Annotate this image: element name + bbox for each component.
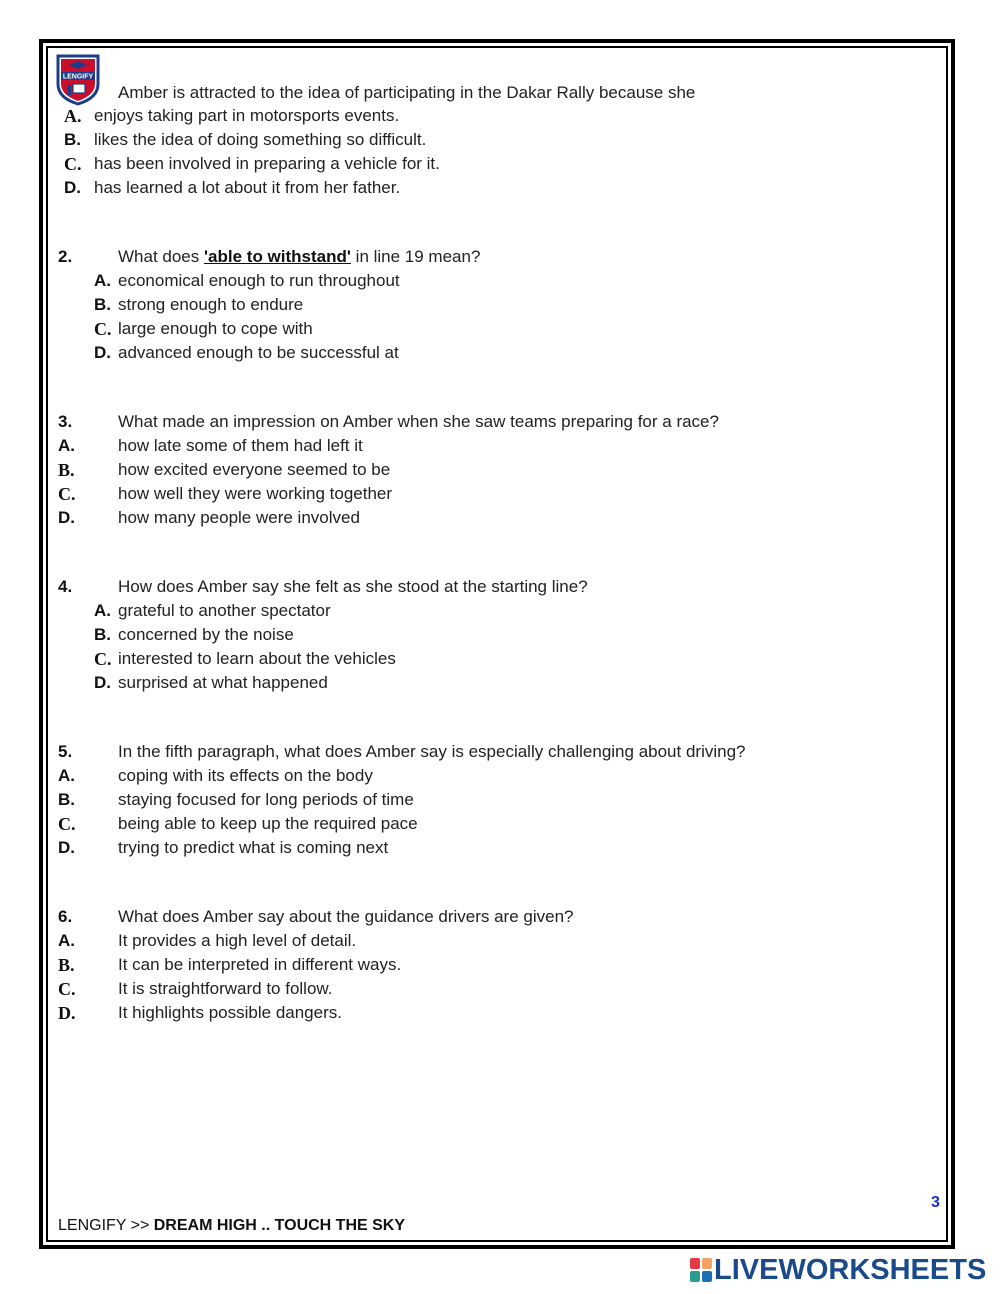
question-5-option-c[interactable]: being able to keep up the required pace (118, 814, 418, 833)
question-3-number: 3. (58, 412, 73, 431)
question-6-option-b-letter: B. (58, 955, 75, 975)
question-6-stem: What does Amber say about the guidance drivers are given? (118, 907, 574, 926)
question-4-number: 4. (58, 577, 73, 596)
question-5-option-d-letter: D. (58, 838, 75, 857)
question-6-option-a-letter: A. (58, 931, 75, 950)
question-6-option-d[interactable]: It highlights possible dangers. (118, 1003, 342, 1022)
question-2-option-c-letter: C. (94, 319, 112, 339)
lengify-logo (54, 52, 102, 106)
footer-prefix: LENGIFY >> (58, 1217, 154, 1234)
question-3-option-b[interactable]: how excited everyone seemed to be (118, 460, 391, 479)
page-number: 3 (931, 1194, 940, 1211)
question-3-option-a[interactable]: how late some of them had left it (118, 436, 363, 455)
question-2-option-d[interactable]: advanced enough to be successful at (118, 343, 399, 362)
question-4-option-c[interactable]: interested to learn about the vehicles (118, 649, 396, 668)
question-1-option-d-letter: D. (64, 178, 81, 197)
liveworksheets-brand[interactable] (690, 1254, 990, 1286)
question-2-option-c[interactable]: large enough to cope with (118, 319, 313, 338)
question-5-option-a-letter: A. (58, 766, 75, 785)
question-2-number: 2. (58, 247, 73, 266)
question-6-option-d-letter: D. (58, 1003, 76, 1023)
question-1-option-a[interactable]: enjoys taking part in motorsports events. (94, 106, 400, 125)
question-3-option-d-letter: D. (58, 508, 75, 527)
question-4-option-b-letter: B. (94, 625, 111, 644)
footer (58, 1216, 405, 1236)
question-2-option-b-letter: B. (94, 295, 111, 314)
question-2-highlight: 'able to withstand' (204, 247, 351, 266)
question-1-stem: Amber is attracted to the idea of participating in the Dakar Rally because she (118, 83, 696, 102)
question-3-stem: What made an impression on Amber when she saw teams preparing for a race? (118, 412, 719, 431)
question-6-option-b[interactable]: It can be interpreted in different ways. (118, 955, 402, 974)
question-2-option-a-letter: A. (94, 271, 111, 290)
question-6-option-a[interactable]: It provides a high level of detail. (118, 931, 357, 950)
liveworksheets-wordmark: LIVEWORKSHEETS (714, 1254, 987, 1286)
footer-slogan: DREAM HIGH .. TOUCH THE SKY (153, 1217, 406, 1234)
liveworksheets-icon (690, 1258, 712, 1282)
question-2-stem: What does 'able to withstand' in line 19 mean? (118, 247, 481, 266)
question-3-option-c[interactable]: how well they were working together (118, 484, 393, 503)
question-1-option-b-letter: B. (64, 130, 81, 149)
question-1-option-b[interactable]: likes the idea of doing something so difficult. (94, 130, 427, 149)
question-5-option-c-letter: C. (58, 814, 76, 834)
question-6-number: 6. (58, 907, 73, 926)
question-4-option-a-letter: A. (94, 601, 111, 620)
question-3-option-b-letter: B. (58, 460, 75, 480)
question-1-option-d[interactable]: has learned a lot about it from her father. (94, 178, 401, 197)
question-4-option-c-letter: C. (94, 649, 112, 669)
question-5-stem: In the fifth paragraph, what does Amber say is especially challenging about driving? (118, 742, 746, 761)
question-3-option-c-letter: C. (58, 484, 76, 504)
question-4-option-d-letter: D. (94, 673, 111, 692)
question-3-option-a-letter: A. (58, 436, 75, 455)
question-5-option-a[interactable]: coping with its effects on the body (118, 766, 373, 785)
question-5-option-b-letter: B. (58, 790, 75, 809)
question-2-option-a[interactable]: economical enough to run throughout (118, 271, 400, 290)
question-1-option-c[interactable]: has been involved in preparing a vehicle for it. (94, 154, 440, 173)
svg-text:LENGIFY: LENGIFY (62, 73, 94, 81)
question-2-option-b[interactable]: strong enough to endure (118, 295, 304, 314)
question-3-option-d[interactable]: how many people were involved (118, 508, 360, 527)
question-6-option-c[interactable]: It is straightforward to follow. (118, 979, 333, 998)
question-5-option-d[interactable]: trying to predict what is coming next (118, 838, 389, 857)
question-5-number: 5. (58, 742, 73, 761)
question-1-option-a-letter: A. (64, 106, 82, 126)
question-5-option-b[interactable]: staying focused for long periods of time (118, 790, 414, 809)
question-4-option-a[interactable]: grateful to another spectator (118, 601, 331, 620)
question-1-option-c-letter: C. (64, 154, 82, 174)
question-4-option-d[interactable]: surprised at what happened (118, 673, 328, 692)
question-6-option-c-letter: C. (58, 979, 76, 999)
question-4-option-b[interactable]: concerned by the noise (118, 625, 294, 644)
question-4-stem: How does Amber say she felt as she stood at the starting line? (118, 577, 588, 596)
question-2-option-d-letter: D. (94, 343, 111, 362)
